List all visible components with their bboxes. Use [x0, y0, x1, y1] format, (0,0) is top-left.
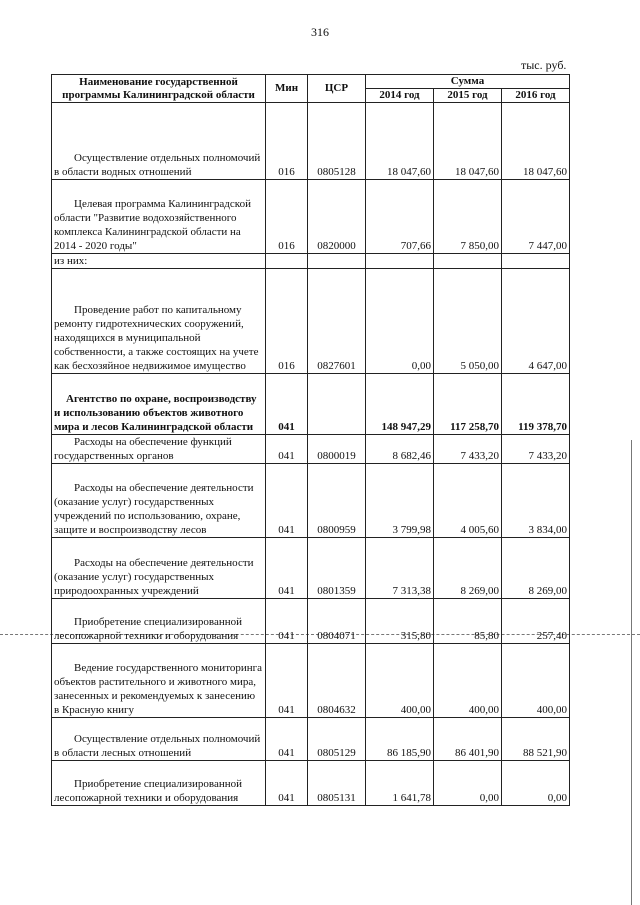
row-2015: 8 269,00	[434, 538, 502, 599]
row-name: Осуществление отдельных полномочий в области лесных отношений	[52, 718, 266, 761]
row-2016: 8 269,00	[502, 538, 570, 599]
row-name: из них:	[52, 254, 266, 269]
row-min: 041	[266, 538, 308, 599]
row-2016: 3 834,00	[502, 464, 570, 538]
row-2014: 707,66	[366, 180, 434, 254]
row-2016: 400,00	[502, 644, 570, 718]
row-name: Целевая программа Калининградской области "Развитие водохозяйственного комплекса Калининградской области на 2014 - 2020 годы"	[52, 180, 266, 254]
budget-table	[51, 74, 570, 806]
row-2015: 5 050,00	[434, 269, 502, 374]
table-row	[52, 538, 570, 599]
row-2015: 4 005,60	[434, 464, 502, 538]
row-min: 041	[266, 718, 308, 761]
row-csr	[308, 374, 366, 435]
row-2015: 18 047,60	[434, 103, 502, 180]
row-2015: 85,80	[434, 599, 502, 644]
row-2016: 7 447,00	[502, 180, 570, 254]
row-2015: 0,00	[434, 761, 502, 806]
row-2016: 18 047,60	[502, 103, 570, 180]
table-body	[52, 103, 570, 806]
row-csr: 0804632	[308, 644, 366, 718]
row-2015: 7 433,20	[434, 435, 502, 464]
scan-artifact-edge	[631, 440, 632, 905]
row-2014: 148 947,29	[366, 374, 434, 435]
row-min: 041	[266, 644, 308, 718]
row-csr: 0801359	[308, 538, 366, 599]
row-name: Расходы на обеспечение функций государственных органов	[52, 435, 266, 464]
row-name: Расходы на обеспечение деятельности (оказание услуг) государственных природоохранных учреждений	[52, 538, 266, 599]
row-name: Агентство по охране, воспроизводству и использованию объектов животного мира и лесов Калининградской области	[52, 374, 266, 435]
row-csr: 0820000	[308, 180, 366, 254]
row-2014: 1 641,78	[366, 761, 434, 806]
header-year-2016: 2016 год	[502, 89, 570, 103]
header-sum: Сумма	[366, 75, 570, 89]
row-name: Расходы на обеспечение деятельности (оказание услуг) государственных учреждений по использованию, охране, защите и воспроизводству лесов	[52, 464, 266, 538]
header-year-2015: 2015 год	[434, 89, 502, 103]
row-name: Приобретение специализированной лесопожарной техники и оборудования	[52, 599, 266, 644]
row-min: 041	[266, 464, 308, 538]
table-row	[52, 269, 570, 374]
row-2015	[434, 254, 502, 269]
table-row	[52, 180, 570, 254]
row-2016	[502, 254, 570, 269]
row-name: Приобретение специализированной лесопожарной техники и оборудования	[52, 761, 266, 806]
row-name: Ведение государственного мониторинга объектов растительного и животного мира, занесенных и рекомендуемых к занесению в Красную книгу	[52, 644, 266, 718]
row-min: 041	[266, 374, 308, 435]
row-2014: 0,00	[366, 269, 434, 374]
row-2014: 315,80	[366, 599, 434, 644]
row-min: 016	[266, 180, 308, 254]
row-2014: 8 682,46	[366, 435, 434, 464]
table-row	[52, 103, 570, 180]
row-csr	[308, 254, 366, 269]
row-2016: 4 647,00	[502, 269, 570, 374]
table-header	[52, 75, 570, 103]
row-name: Проведение работ по капитальному ремонту гидротехнических сооружений, находящихся в муниципальной собственности, а также состоящих на учете как бесхозяйное недвижимое имущество	[52, 269, 266, 374]
row-csr: 0805131	[308, 761, 366, 806]
units-label: тыс. руб.	[521, 58, 567, 72]
row-2016: 0,00	[502, 761, 570, 806]
row-2014	[366, 254, 434, 269]
row-2016: 88 521,90	[502, 718, 570, 761]
header-min: Мин	[266, 75, 308, 103]
row-2014: 3 799,98	[366, 464, 434, 538]
header-name: Наименование государственной программы Калининградской области	[52, 75, 266, 103]
table-row	[52, 644, 570, 718]
row-2014: 86 185,90	[366, 718, 434, 761]
row-2016: 257,40	[502, 599, 570, 644]
table-row	[52, 254, 570, 269]
header-csr: ЦСР	[308, 75, 366, 103]
table-row	[52, 464, 570, 538]
row-2014: 400,00	[366, 644, 434, 718]
row-csr: 0800959	[308, 464, 366, 538]
row-min: 016	[266, 103, 308, 180]
row-2014: 18 047,60	[366, 103, 434, 180]
row-min	[266, 254, 308, 269]
row-min: 041	[266, 761, 308, 806]
row-min: 041	[266, 599, 308, 644]
row-2016: 7 433,20	[502, 435, 570, 464]
table-row	[52, 599, 570, 644]
row-2015: 7 850,00	[434, 180, 502, 254]
row-csr: 0805128	[308, 103, 366, 180]
row-csr: 0805129	[308, 718, 366, 761]
row-2015: 86 401,90	[434, 718, 502, 761]
row-2015: 400,00	[434, 644, 502, 718]
row-csr: 0800019	[308, 435, 366, 464]
table-row	[52, 718, 570, 761]
row-2014: 7 313,38	[366, 538, 434, 599]
row-min: 016	[266, 269, 308, 374]
table-row	[52, 761, 570, 806]
row-name: Осуществление отдельных полномочий в области водных отношений	[52, 103, 266, 180]
header-year-2014: 2014 год	[366, 89, 434, 103]
table-row	[52, 374, 570, 435]
row-csr: 0804071	[308, 599, 366, 644]
page-number: 316	[311, 25, 329, 39]
table-row	[52, 435, 570, 464]
row-2015: 117 258,70	[434, 374, 502, 435]
row-2016: 119 378,70	[502, 374, 570, 435]
row-min: 041	[266, 435, 308, 464]
row-csr: 0827601	[308, 269, 366, 374]
